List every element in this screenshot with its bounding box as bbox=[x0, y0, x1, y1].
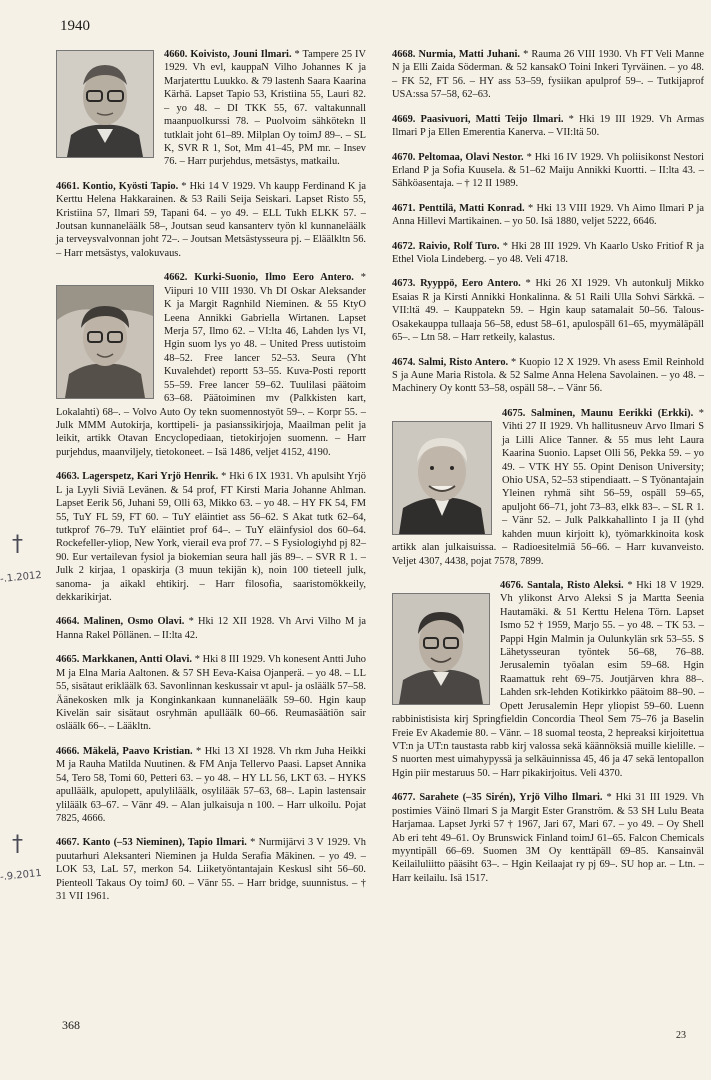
handwritten-date-1: -.1.2012 bbox=[0, 569, 43, 586]
entry-name: 4665. Markkanen, Antti Olavi. bbox=[56, 654, 193, 666]
entry-text: * Nurmijärvi 3 V 1929. Vh puutarhuri Aleksanteri Nieminen ja Hulda Serafia Mäkinen. – yo 49. – LOK 53, LaL 57, merkon 54. Liiketyöntantajain Keskusl siht 56–60. Pienteoll Takaus Oy toimJ 60. – Vänr 55. – Harr bridge, suunnistus. – † 31 VII 1961. bbox=[56, 837, 366, 903]
entry-text: * Kuopio 12 X 1929. Vh asess Emil Reinhold S ja Aune Maria Ristola. & 52 Salme Anna Helena Savolainen. – yo 48. – Machinery Oy kontt 53–58, ospäll 58–. – Vänr 56. bbox=[392, 356, 705, 395]
entry-name: 4677. Sarahete (–35 Sirén), Yrjö Vilho Ilmari. bbox=[392, 792, 603, 804]
entry-name: 4669. Paasivuori, Matti Teijo Ilmari. bbox=[392, 113, 564, 125]
entry-4674 bbox=[392, 356, 704, 396]
entry-name: 4664. Malinen, Osmo Olavi. bbox=[56, 616, 185, 628]
entry-text: * Vihti 27 II 1929. Vh hallitusneuv Arvo Ilmari S ja Lilli Alice Tanner. & 55 mus leht Laura Kaarina Suonio. Lapset Olli 56, Pekka 59. – yo 49. – VTK HY 55. Opint Denison University; Ohio USA, 52–53 stipendiaatt. – S Työnantajain Yleinen ryhmä siht 56–59, ospäll 59–65, apuljoht 66–71, joht 73–83, elkk 83–. – SL R 1. – Vänr 52. – Julk Palkkahallinto I ja II (yhd kahden muun kirjoitt k), työmarkkinoita kosk artikk alan julkaisuissa. – Radioesitelmiä 56–66. – Harr kuvanveisto. Veljet 4307, 4438, pojat 7578, 7899. bbox=[392, 407, 704, 567]
handwritten-cross-1: † bbox=[12, 532, 23, 557]
entry-text: * Tampere 25 IV 1929. Vh evl, kauppaN Vilho Johannes K ja Marjaterttu Luukko. & 79 lastenh Saara Kaarina Kärhä. Lapset Tapio 53, Kristiina 55, Lauri 82. – yo 48. – DI TKK 55, 67. valtakunnall maanpuolkurssi 78. – Puolvoim sähkötekn ll tutklait joht 61–89. Milplan Oy toimJ 89–. – SL K, SVR R 1, Sot, Mm 41–45, PM mr. – Insev 76. – Harr purjehdus, metsästys, matkailu. bbox=[164, 49, 366, 168]
entry-4664 bbox=[56, 615, 366, 642]
handwritten-date-2: -.9.2011 bbox=[0, 867, 43, 884]
entry-name: 4672. Raivio, Rolf Turo. bbox=[392, 240, 500, 252]
entry-4671 bbox=[392, 202, 704, 229]
entry-name: 4662. Kurki-Suonio, Ilmo Eero Antero. bbox=[164, 272, 354, 284]
entry-text: * Hki 8 III 1929. Vh konesent Antti Juho M ja Elna Maria Aaltonen. & 57 SH Eeva-Kaisa Ojanperä. – yo 48. – LL 55, sisätaut erikläälk 63. Savonlinnan keskussair vt apul- ja osläälk 57–58. Äänekosken mlk ja Konginkankaan kunnaneläälk 59–60. Hgin kaup Kivelän sair sisätaut osryhmän apulläälk 60–66. Reumasäätiön sair osläälk 66–. – Lääkltn. bbox=[56, 654, 367, 733]
entry-name: 4676. Santala, Risto Aleksi. bbox=[500, 579, 624, 591]
entry-name: 4663. Lagerspetz, Kari Yrjö Henrik. bbox=[56, 471, 219, 483]
entry-name: 4668. Nurmia, Matti Juhani. bbox=[392, 49, 520, 60]
left-column bbox=[56, 48, 366, 914]
portrait-photo-santala bbox=[392, 593, 490, 705]
entry-text: * Hki 16 IV 1929. Vh poliisikonst Nestori Erland P ja Sofia Kuusela. & 51–62 Maiju Annikki Kuortti. – II:lta 43. – Sähköasentaja. – † 12 II 1989. bbox=[392, 151, 704, 190]
entry-name: 4673. Ryyppö, Eero Antero. bbox=[392, 278, 521, 290]
portrait-photo-salminen bbox=[392, 421, 492, 535]
entry-name: 4660. Koivisto, Jouni Ilmari. bbox=[164, 49, 292, 60]
right-column bbox=[392, 48, 704, 896]
handwritten-cross-2: † bbox=[12, 832, 23, 857]
entry-4661 bbox=[56, 180, 366, 261]
entry-text: * Hki 28 III 1929. Vh Kaarlo Usko Fritiof R ja Ethel Viola Lindeberg. – yo 48. Veli 4718. bbox=[392, 240, 704, 266]
entry-4676 bbox=[392, 579, 704, 780]
page-number-right: 23 bbox=[676, 1030, 686, 1041]
entry-text: * Hki 6 IX 1931. Vh apulsiht Yrjö L ja Lyyli Siviä Levänen. & 54 prof, FT Kirsti Maria Johanne Ahlman. Lapset Eerik 56, Juhani 59, Olli 63, Mikko 63. – yo 48. – HY FK 54, FM 55, TuY FL 59, FT 60. – TuY eläintiet ass 56–62. S Akat tutk 62–64, tutkprof 76–79. TuY eläintiet prof 64–. – TuY eläinfysiol dos 60–64. Rockefeller-yliop, New York, vierail eva prof 77. – S Fysiologiyhd pj 82–90. Eur vertailevan fysiol ja biokemian seura hall jäs 89–. – SVR R 1. – Julk 2 kirjaa, 1 opaskirja (3 muun tekijän k), noin 100 tieteell julk, sanoma- ja aikakl ehtikirj. – Harr filosofia, saaristomökkeily, dekkarikirjat. bbox=[56, 471, 366, 604]
entry-name: 4670. Peltomaa, Olavi Nestor. bbox=[392, 151, 524, 163]
entry-name: 4671. Penttilä, Matti Konrad. bbox=[392, 202, 525, 214]
entry-name: 4675. Salminen, Maunu Eerikki (Erkki). bbox=[502, 407, 694, 419]
entry-text: * Hki 13 VIII 1929. Vh Aimo Ilmari P ja Anna Hillevi Martikainen. – yo 50. Isä 1880, veljet 5222, 6646. bbox=[392, 202, 704, 228]
entry-text: * Hki 31 III 1929. Vh postimies Väinö Ilmari S ja Margit Ester Granström. & 53 SH Lulu Beata Harjamaa. Lapset Jyrki 57 † 1967, Jari 67, Mari 67. – yo 49. – Oy Shell Ab eri teht 49–61. Oy Brunswick Finland toimJ 61–65. Falcon Chemicals myyntipäll 66–69. Suomen 3M Oy kenttäpäll 69–85. Kansainväl Keilailuliitto pääsiht 63–. – Hgin Keilaajat ry pj 69–. SU hop ar. – Ltn. – Harr keilailu. Isä 1517. bbox=[392, 792, 705, 884]
entry-text: * Hki 13 XI 1928. Vh rkm Juha Heikki M ja Rauha Matilda Nuutinen. & FM Anja Tellervo Paasi. Lapset Annika 54, Tero 58, Tomi 60, Petteri 63. – yo 48. – HY LL 56, LKT 63. – HYKS apulläälk, apulopett, apulyliläälk, osylilääk 57–63, 68–. Lapin lastensair yliläälk 63–67. – Vänr 49. – Alan julkaisuja n 100. – Harr ulkoilu. Pojat 7825, 4666. bbox=[56, 745, 367, 824]
entry-name: 4666. Mäkelä, Paavo Kristian. bbox=[56, 745, 193, 757]
entry-name: 4667. Kanto (–53 Nieminen), Tapio Ilmari. bbox=[56, 837, 247, 849]
entry-text: * Viipuri 10 VIII 1930. Vh DI Oskar Aleksander K ja Margit Ragnhild Nieminen. & 55 KtyO Leena Annikki Gabriella Wirtanen. Lapset Merja 57, Ilmo 62. – VI:lta 46, Lahden lys VI, Hgin suom lys yo 48. – United Press uutistoim 48–52. Free lancer 52–53. Seura (Yht Kuvalehdet) reportt 53–55. Kuva-Posti reportt 55–59. Free lancer 59–62. Tuulilasi päätoim 63–68. Päätoiminen mv (Palkkisten kart, Lokalahti) 68–. – Volvo Auto Oy tekn suomennostyöt 59–. – Korpr 55. – Julk MMM Autokirja, korttipeli- ja pasianssikirjoja, Maailman pelit ja leikit, artikk Otavan Encyclopediaan, tietokirjojen suomenn. – Harr purjehdus, maanviljely, tietokoneet. – Isä 1486, veljet 4152, 4190. bbox=[56, 272, 366, 458]
entry-text: * Rauma 26 VIII 1930. Vh FT Veli Manne N ja Elli Zaida Söderman. & 52 kansakO Toini Inkeri Tyrväinen. – yo 48. – FK 52, FT 56. – HY ass 53–59, fysiikan apulprof 59–. – Tutkijaprof USA:ssa 57–58, 62–63. bbox=[392, 49, 704, 101]
entry-text: * Hki 19 III 1929. Vh Armas Ilmari P ja Ellen Emerentia Kanerva. – VII:ltä 50. bbox=[392, 113, 704, 139]
entry-4677 bbox=[392, 791, 704, 885]
entry-4675 bbox=[392, 407, 704, 568]
entry-4662 bbox=[56, 271, 366, 459]
entry-4665 bbox=[56, 653, 366, 734]
portrait-photo-kurki-suonio bbox=[56, 285, 154, 399]
page-year-header: 1940 bbox=[60, 18, 90, 34]
entry-4670 bbox=[392, 151, 704, 191]
entry-4660 bbox=[56, 48, 366, 169]
entry-4672 bbox=[392, 240, 704, 267]
entry-4663 bbox=[56, 470, 366, 604]
entry-4668 bbox=[392, 48, 704, 102]
page-number-left: 368 bbox=[62, 1018, 80, 1032]
entry-4667 bbox=[56, 836, 366, 903]
entry-text: * Hki 26 XI 1929. Vh autonkulj Mikko Esaias R ja Kirsti Annikki Honkalinna. & 51 Raili Ulla Sohvi Särkkä. – VII:ltä 49. – Kauppatekn 59. – Hgin kaup satamalait 50–56. Talous-Osakekauppa tullaaja 56–58, edust 58–61, apulospäll 61–65, myymäläpäll 65–. – Ltn 58. – Harr retkeily, kalastus. bbox=[392, 278, 704, 344]
entry-name: 4661. Kontio, Kyösti Tapio. bbox=[56, 180, 179, 192]
entry-4669 bbox=[392, 113, 704, 140]
entry-name: 4674. Salmi, Risto Antero. bbox=[392, 356, 509, 368]
entry-text: * Hki 18 V 1929. Vh ylikonst Arvo Aleksi S ja Martta Seenia Hautamäki. & 51 Kerttu Helena Törn. Lapset Ismo 52 † 1959, Marjo 55. – yo 48. – TK 53. – Pappi Hgin Malmin ja Oulunkylän srk 53–55. S Lähetysseuran työntek 56–68, 76–88. Jerusalemin työalan esim 59–68. Hgin Raamattuk reht 69–75. Joutjärven khra 88–. Lahden srk-lehden Kotikirkko päätoim 88–90. – Opett Jerusalemin Hepr yliopist 59–60. Luenn rabbinistisista kirj Springfieldin Concordia Theol Sem 75–76 ja Baselin Freie Ev Akademie 80. – Vänr. – 18 suomal teosta, 2 hepreaksi kirjoitettua VT:n ja UT:n taustasta rabb kirj valossa sekä käännöksiä muille kielille. – S nuorten mest uimahypyssä ja selkäuinnissa 45, 46 ja 47 sekä lentopallon Hgin piir mestaruus 50. – Harr pikakirjoitus. Veli 4370. bbox=[392, 579, 705, 779]
entry-4666 bbox=[56, 745, 366, 826]
portrait-photo-koivisto bbox=[56, 50, 154, 158]
entry-4673 bbox=[392, 277, 704, 344]
entry-text: * Hki 14 V 1929. Vh kaupp Ferdinand K ja Kerttu Helena Hakkarainen. & 53 Raili Seija Seiskari. Lapset Risto 55, Kristiina 57, Ilmari 59, Tapani 64. – yo 49. – ELL Tukh ELKK 57. – Joutsan kunnaneläälk 58–, Joutsan seud kansanterv työn kl kunnaneläälk ja terveysvalvonnan joht 72–. – Joutsan Metsästysseura pj. – Eläälkltn 56. – Harr metsästys, valokuvaus. bbox=[56, 180, 366, 259]
entry-text: * Hki 12 XII 1928. Vh Arvi Vilho M ja Hanna Rakel Pöllänen. – II:lta 42. bbox=[56, 616, 366, 641]
